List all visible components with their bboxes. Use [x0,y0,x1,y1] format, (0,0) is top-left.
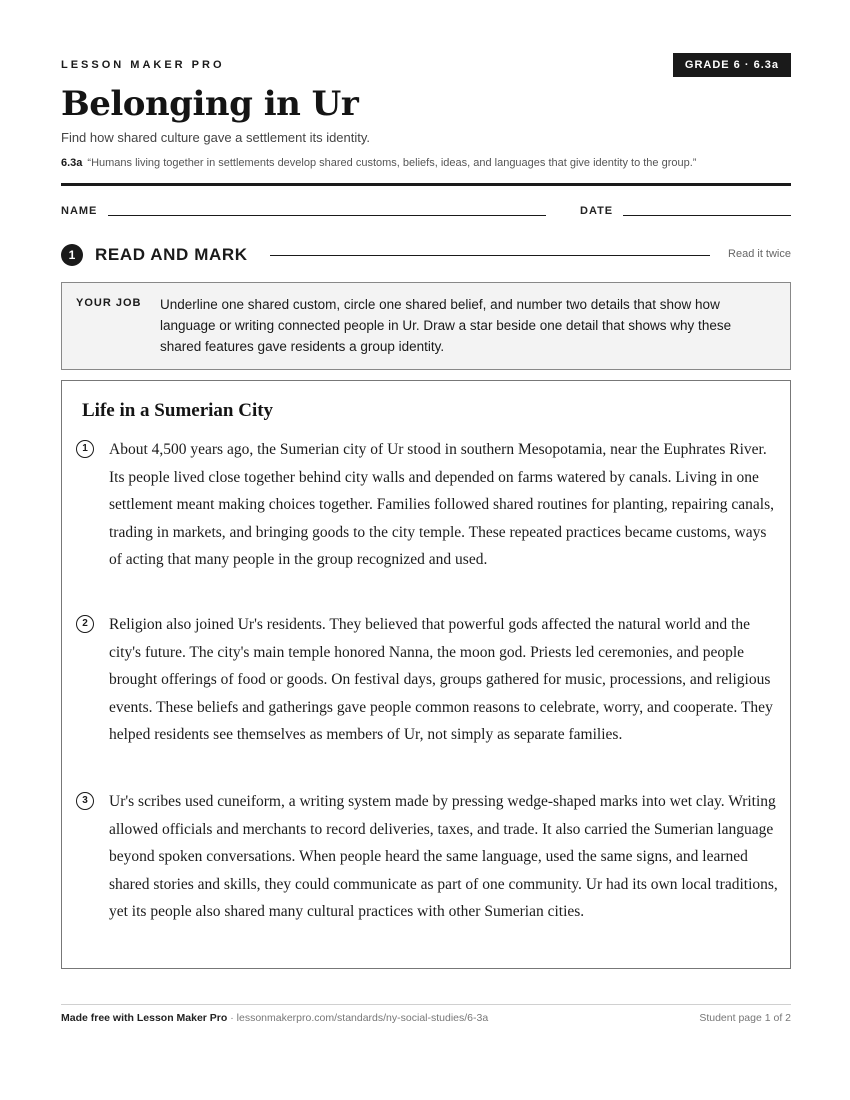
worksheet-page [61,0,791,1100]
paragraph-number-badge: 3 [76,792,94,810]
instructions-text: Underline one shared custom, circle one shared belief, and number two details that show how language or writing connected people in Ur. Draw a star beside one detail that shows why these shared features gave residents a group identity. [160,297,732,354]
date-label: DATE [580,205,614,217]
section-hint: Read it twice [728,248,791,260]
footer-url[interactable]: lessonmakerpro.com/standards/ny-social-studies/6-3a [236,1012,489,1024]
name-label: NAME [61,205,98,217]
standard-line [61,157,696,169]
passage-title: Life in a Sumerian City [82,400,274,421]
brand-name: LESSON MAKER PRO [61,59,225,71]
paragraph-number-badge: 2 [76,615,94,633]
instructions-box [61,282,791,370]
footer-divider [61,1004,791,1005]
paragraph-number-badge: 1 [76,440,94,458]
paragraph-text: Ur's scribes used cuneiform, a writing system made by pressing wedge-shaped marks into wet clay. Writing allowed officials and merchants to record deliveries, taxes, and trade. It also carried the Sumerian language beyond spoken conversations. When people heard the same language, used the same signs, and learned shared stories and skills, they could communicate as part of one community. Ur had its own local traditions, yet its people also shared many cultural practices with other Sumerian cities. [109,793,778,920]
date-field[interactable] [623,215,791,216]
footer-made-with: Made free with Lesson Maker Pro [61,1012,228,1024]
name-field[interactable] [108,215,546,216]
footer-separator: · [227,1012,237,1024]
page-indicator: Student page 1 of 2 [699,1012,791,1024]
page-subtitle: Find how shared culture gave a settlement its identity. [61,130,371,145]
footer-credit [61,1012,488,1024]
instructions-label: YOUR JOB [76,297,142,309]
standard-text: “Humans living together in settlements develop shared customs, beliefs, ideas, and languages that give identity to the group.” [87,157,697,169]
section-title: READ AND MARK [95,245,248,264]
page-title: Belonging in Ur [61,84,359,124]
section-header [61,243,791,267]
header-divider [61,183,791,186]
section-divider [270,255,710,256]
grade-badge: GRADE 6 · 6.3a [673,53,791,77]
paragraph-text: About 4,500 years ago, the Sumerian city of Ur stood in southern Mesopotamia, near the Euphrates River. Its people lived close together behind city walls and depended on farms watered by canals. Living in one settlement meant making choices together. Families followed shared routines for planting, repairing canals, trading in markets, and bringing goods to the city temple. These repeated practices became customs, ways of acting that many people in the group recognized and used. [109,441,775,568]
reading-passage [61,380,791,969]
paragraph-text: Religion also joined Ur's residents. They believed that powerful gods affected the natural world and the city's future. The city's main temple honored Nanna, the moon god. Priests led ceremonies, and people brought offerings of food or goods. On festival days, groups gathered for music, processions, and religious events. These beliefs and gatherings gave people common reasons to celebrate, worry, and cooperate. They helped residents see themselves as members of Ur, not simply as separate families. [109,616,773,743]
section-number-badge: 1 [61,244,83,266]
standard-code: 6.3a [61,157,83,169]
